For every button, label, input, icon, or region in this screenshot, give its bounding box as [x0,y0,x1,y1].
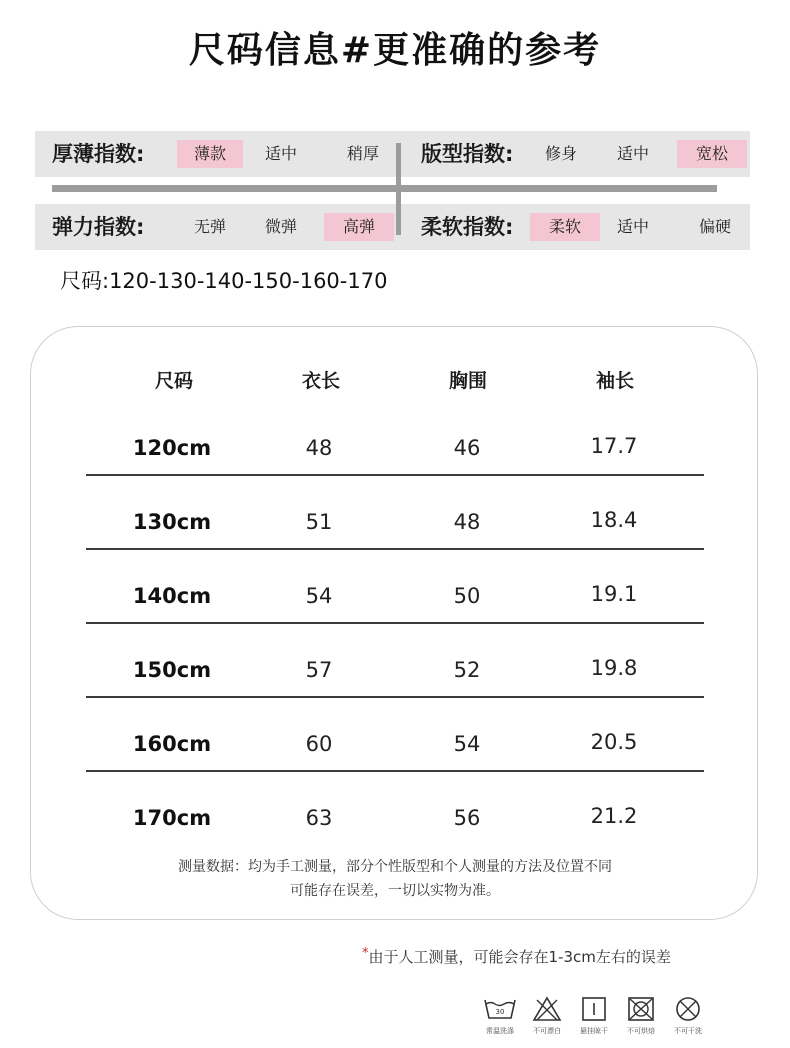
elasticity-label: 弹力指数: [52,215,145,239]
fit-option: 适中 [616,144,649,163]
table-cell: 50 [453,584,481,608]
measurement-note: 可能存在误差，一切以实物为准。 [290,883,500,899]
no-tumble-dry-icon [627,996,655,1022]
table-header: 袖长 [595,370,634,392]
disclaimer-text: 由于人工测量，可能会存在1-3cm左右的误差 [368,948,671,966]
table-cell: 48 [305,436,333,460]
fit-option: 宽松 [677,140,747,168]
table-cell: 130cm [132,510,212,534]
table-header: 尺码 [154,370,193,392]
size-range: 尺码:120-130-140-150-160-170 [60,269,388,293]
no-dry-clean-icon [675,996,701,1022]
thickness-label: 厚薄指数: [52,142,145,166]
care-label: 不可干洗 [674,1027,702,1035]
table-cell: 160cm [132,732,212,756]
table-cell: 57 [305,658,333,682]
table-cell: 63 [305,806,333,830]
care-label: 常温洗涤 [486,1027,514,1035]
elasticity-option: 高弹 [324,213,394,241]
table-cell: 20.5 [590,730,638,754]
row-divider [86,474,704,476]
thickness-option: 薄款 [177,140,243,168]
table-cell: 170cm [132,806,212,830]
table-cell: 48 [453,510,481,534]
elasticity-option: 无弹 [193,217,226,236]
elasticity-option: 微弹 [264,217,297,236]
table-cell: 54 [305,584,333,608]
table-cell: 19.1 [590,582,638,606]
fit-label: 版型指数: [421,142,514,166]
table-cell: 52 [453,658,481,682]
table-cell: 140cm [132,584,212,608]
table-cell: 54 [453,732,481,756]
wash-30-icon [483,996,517,1022]
care-item [666,996,710,1036]
table-cell: 46 [453,436,481,460]
care-label: 不可漂白 [533,1027,561,1035]
hang-dry-icon [581,996,607,1022]
divider-vertical [396,143,401,235]
page-title: 尺码信息#更准确的参考 [188,30,602,71]
table-cell: 19.8 [590,656,638,680]
care-label: 悬挂晾干 [580,1027,608,1035]
table-cell: 60 [305,732,333,756]
table-cell: 18.4 [590,508,638,532]
softness-option: 偏硬 [698,217,731,236]
care-item [572,996,616,1036]
measurement-disclaimer [362,946,671,967]
softness-option: 适中 [616,217,649,236]
thickness-option: 适中 [264,144,297,163]
thickness-option: 稍厚 [346,144,379,163]
table-cell: 56 [453,806,481,830]
softness-label: 柔软指数: [421,215,514,239]
care-label: 不可烘焙 [627,1027,655,1035]
table-cell: 21.2 [590,804,638,828]
row-divider [86,770,704,772]
row-divider [86,622,704,624]
care-item [478,996,522,1036]
care-item [619,996,663,1036]
softness-option: 柔软 [530,213,600,241]
table-cell: 51 [305,510,333,534]
asterisk: * [362,946,369,961]
table-cell: 150cm [132,658,212,682]
care-item [525,996,569,1036]
measurement-note: 测量数据：均为手工测量，部分个性版型和个人测量的方法及位置不同 [178,859,612,875]
divider-horizontal [52,185,717,192]
table-header: 胸围 [448,370,487,392]
fit-option: 修身 [544,144,577,163]
row-divider [86,548,704,550]
table-header: 衣长 [301,370,340,392]
table-cell: 17.7 [590,434,638,458]
table-cell: 120cm [132,436,212,460]
row-divider [86,696,704,698]
no-bleach-icon [532,996,562,1022]
svg-text:30: 30 [495,1008,505,1016]
